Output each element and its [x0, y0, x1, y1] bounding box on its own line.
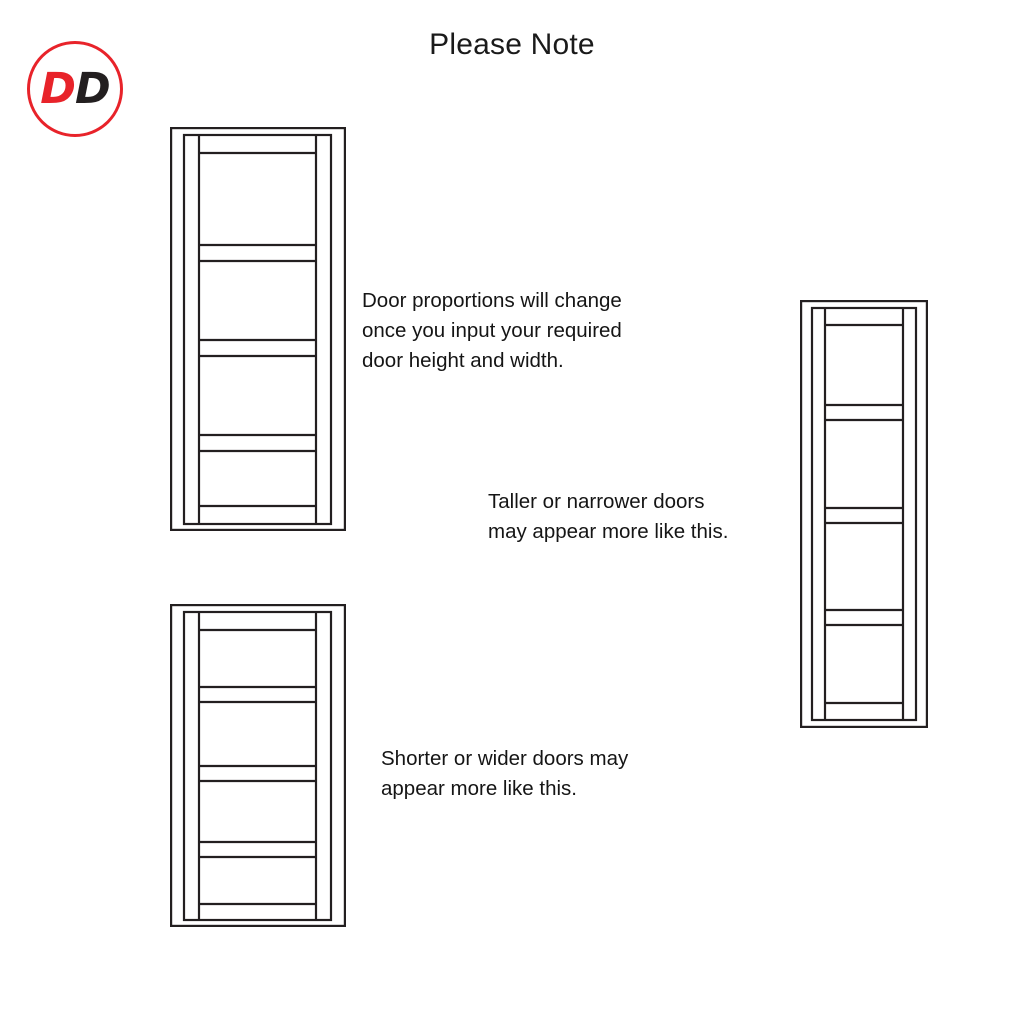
note-shorter-line-1: Shorter or wider doors may — [381, 747, 629, 770]
brand-logo-letter-second: D — [75, 63, 110, 114]
door-diagram-shorter — [170, 604, 346, 927]
note-standard-line-3: door height and width. — [362, 349, 564, 372]
note-taller-line-2: may appear more like this. — [488, 520, 729, 543]
door-diagram-taller — [800, 300, 928, 728]
page-title: Please Note — [429, 28, 595, 61]
note-taller-doors — [488, 487, 798, 547]
brand-logo-letter-first: D — [40, 63, 75, 114]
door-diagram-standard — [170, 127, 346, 531]
note-taller-line-1: Taller or narrower doors — [488, 490, 705, 513]
note-shorter-line-2: appear more like this. — [381, 777, 577, 800]
note-standard-line-1: Door proportions will change — [362, 289, 622, 312]
note-standard-line-2: once you input your required — [362, 319, 622, 342]
note-shorter-doors — [381, 744, 711, 804]
note-standard-proportions — [362, 286, 702, 376]
